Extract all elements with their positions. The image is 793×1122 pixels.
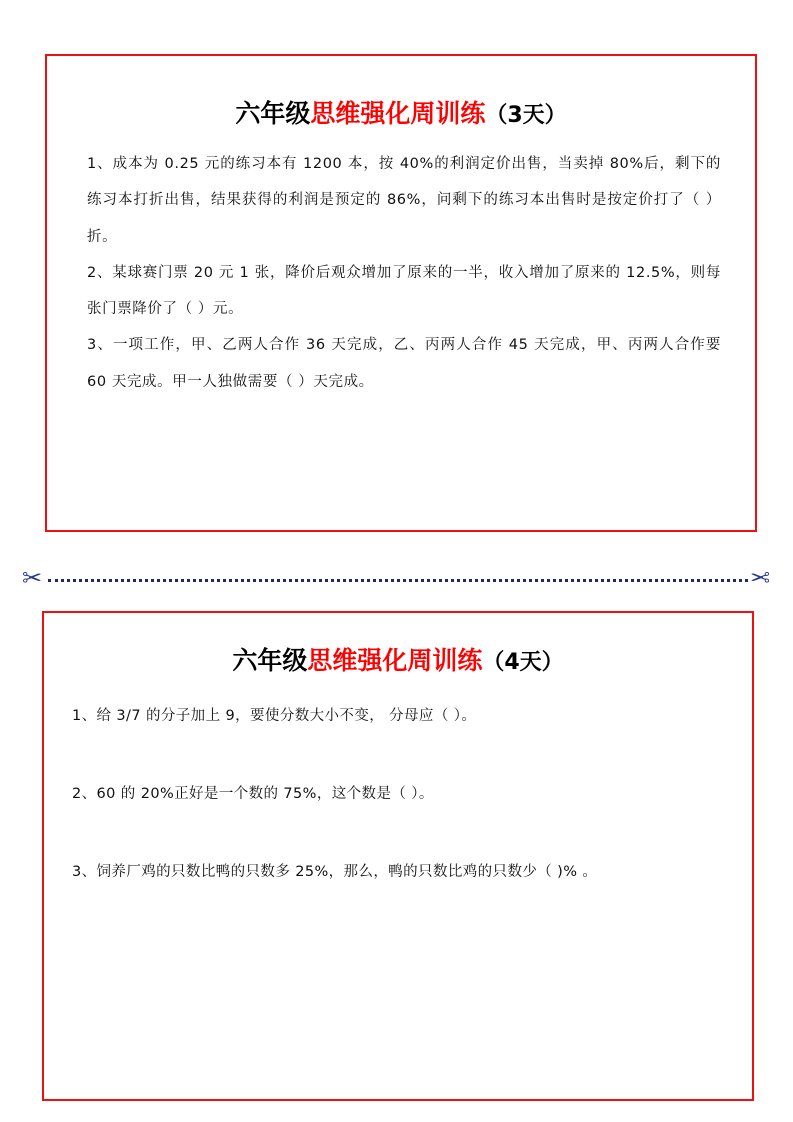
problem-item: 2、某球赛门票 20 元 1 张，降价后观众增加了原来的一半，收入增加了原来的 12.5%，则每张门票降价了（ ）元。 (87, 264, 721, 317)
worksheet-day4 (42, 611, 754, 1101)
title-highlight-day3: 思维强化周训练 (310, 99, 486, 128)
problem-item: 1、给 3/7 的分子加上 9，要使分数大小不变， 分母应（ ）。 (72, 708, 477, 724)
scissors-icon: ✂ (750, 564, 771, 592)
problem-item: 1、成本为 0.25 元的练习本有 1200 本，按 40%的利润定价出售，当卖掉 80%后，剩下的练习本打折出售，结果获得的利润是预定的 86%，问剩下的练习本出售时是按定价打了（ ）折。 (87, 156, 721, 245)
title-suffix-day3: （3天） (485, 103, 567, 128)
title-grade-day3: 六年级 (235, 99, 311, 128)
problem-item: 3、一项工作，甲、乙两人合作 36 天完成，乙、丙两人合作 45 天完成，甲、丙两人合作要 60 天完成。甲一人独做需要（ ）天完成。 (87, 337, 721, 390)
problem-item: 2、60 的 20%正好是一个数的 75%，这个数是（ ）。 (72, 786, 434, 803)
scissors-icon: ✂ (22, 564, 43, 592)
problem-list-day3 (47, 146, 755, 400)
worksheet-title-day3 (47, 94, 755, 130)
worksheet-title-day4 (44, 641, 752, 677)
problem-item: 3、饲养厂鸡的只数比鸭的只数多 25%，那么，鸭的只数比鸡的只数少（ )% 。 (72, 864, 598, 881)
cut-line-dashes (48, 579, 748, 582)
worksheet-day3 (45, 54, 757, 532)
title-grade-day4: 六年级 (232, 646, 308, 675)
title-highlight-day4: 思维强化周训练 (307, 646, 483, 675)
problem-list-day4 (44, 703, 752, 885)
title-suffix-day4: （4天） (482, 650, 564, 675)
cut-line (22, 562, 774, 598)
